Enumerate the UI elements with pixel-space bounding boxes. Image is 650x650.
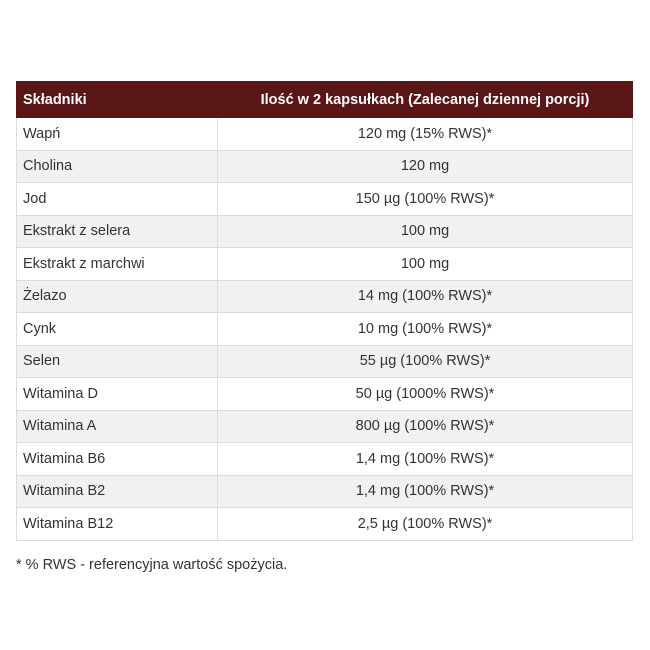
ingredient-amount: 1,4 mg (100% RWS)* bbox=[218, 443, 633, 476]
ingredient-name: Witamina D bbox=[17, 378, 218, 411]
header-amount: Ilość w 2 kapsułkach (Zalecanej dziennej porcji) bbox=[218, 82, 633, 118]
ingredient-amount: 2,5 µg (100% RWS)* bbox=[218, 508, 633, 541]
table-row bbox=[17, 410, 633, 443]
table-row bbox=[17, 183, 633, 216]
table-row bbox=[17, 280, 633, 313]
ingredient-name: Selen bbox=[17, 345, 218, 378]
table-row bbox=[17, 118, 633, 151]
table-row bbox=[17, 248, 633, 281]
ingredient-name: Witamina B12 bbox=[17, 508, 218, 541]
table-row bbox=[17, 215, 633, 248]
ingredient-amount: 14 mg (100% RWS)* bbox=[218, 280, 633, 313]
ingredient-name: Ekstrakt z marchwi bbox=[17, 248, 218, 281]
ingredients-table-container bbox=[16, 81, 633, 541]
ingredient-amount: 120 mg bbox=[218, 150, 633, 183]
ingredient-name: Ekstrakt z selera bbox=[17, 215, 218, 248]
rws-footnote: * % RWS - referencyjna wartość spożycia. bbox=[16, 557, 288, 573]
ingredient-amount: 800 µg (100% RWS)* bbox=[218, 410, 633, 443]
ingredient-name: Witamina A bbox=[17, 410, 218, 443]
table-header bbox=[17, 82, 633, 118]
table-row bbox=[17, 345, 633, 378]
ingredient-amount: 50 µg (1000% RWS)* bbox=[218, 378, 633, 411]
ingredient-amount: 150 µg (100% RWS)* bbox=[218, 183, 633, 216]
ingredient-amount: 55 µg (100% RWS)* bbox=[218, 345, 633, 378]
header-row bbox=[17, 82, 633, 118]
table-row bbox=[17, 378, 633, 411]
ingredient-name: Żelazo bbox=[17, 280, 218, 313]
header-ingredients: Składniki bbox=[17, 82, 218, 118]
table-row bbox=[17, 508, 633, 541]
ingredient-amount: 120 mg (15% RWS)* bbox=[218, 118, 633, 151]
ingredient-name: Cholina bbox=[17, 150, 218, 183]
ingredient-name: Witamina B6 bbox=[17, 443, 218, 476]
ingredient-name: Jod bbox=[17, 183, 218, 216]
ingredient-amount: 1,4 mg (100% RWS)* bbox=[218, 475, 633, 508]
table-row bbox=[17, 443, 633, 476]
ingredient-name: Wapń bbox=[17, 118, 218, 151]
table-row bbox=[17, 313, 633, 346]
ingredient-name: Witamina B2 bbox=[17, 475, 218, 508]
ingredients-table bbox=[16, 81, 633, 541]
table-row bbox=[17, 475, 633, 508]
ingredient-name: Cynk bbox=[17, 313, 218, 346]
ingredient-amount: 100 mg bbox=[218, 215, 633, 248]
ingredient-amount: 100 mg bbox=[218, 248, 633, 281]
table-row bbox=[17, 150, 633, 183]
table-body bbox=[17, 118, 633, 541]
ingredient-amount: 10 mg (100% RWS)* bbox=[218, 313, 633, 346]
